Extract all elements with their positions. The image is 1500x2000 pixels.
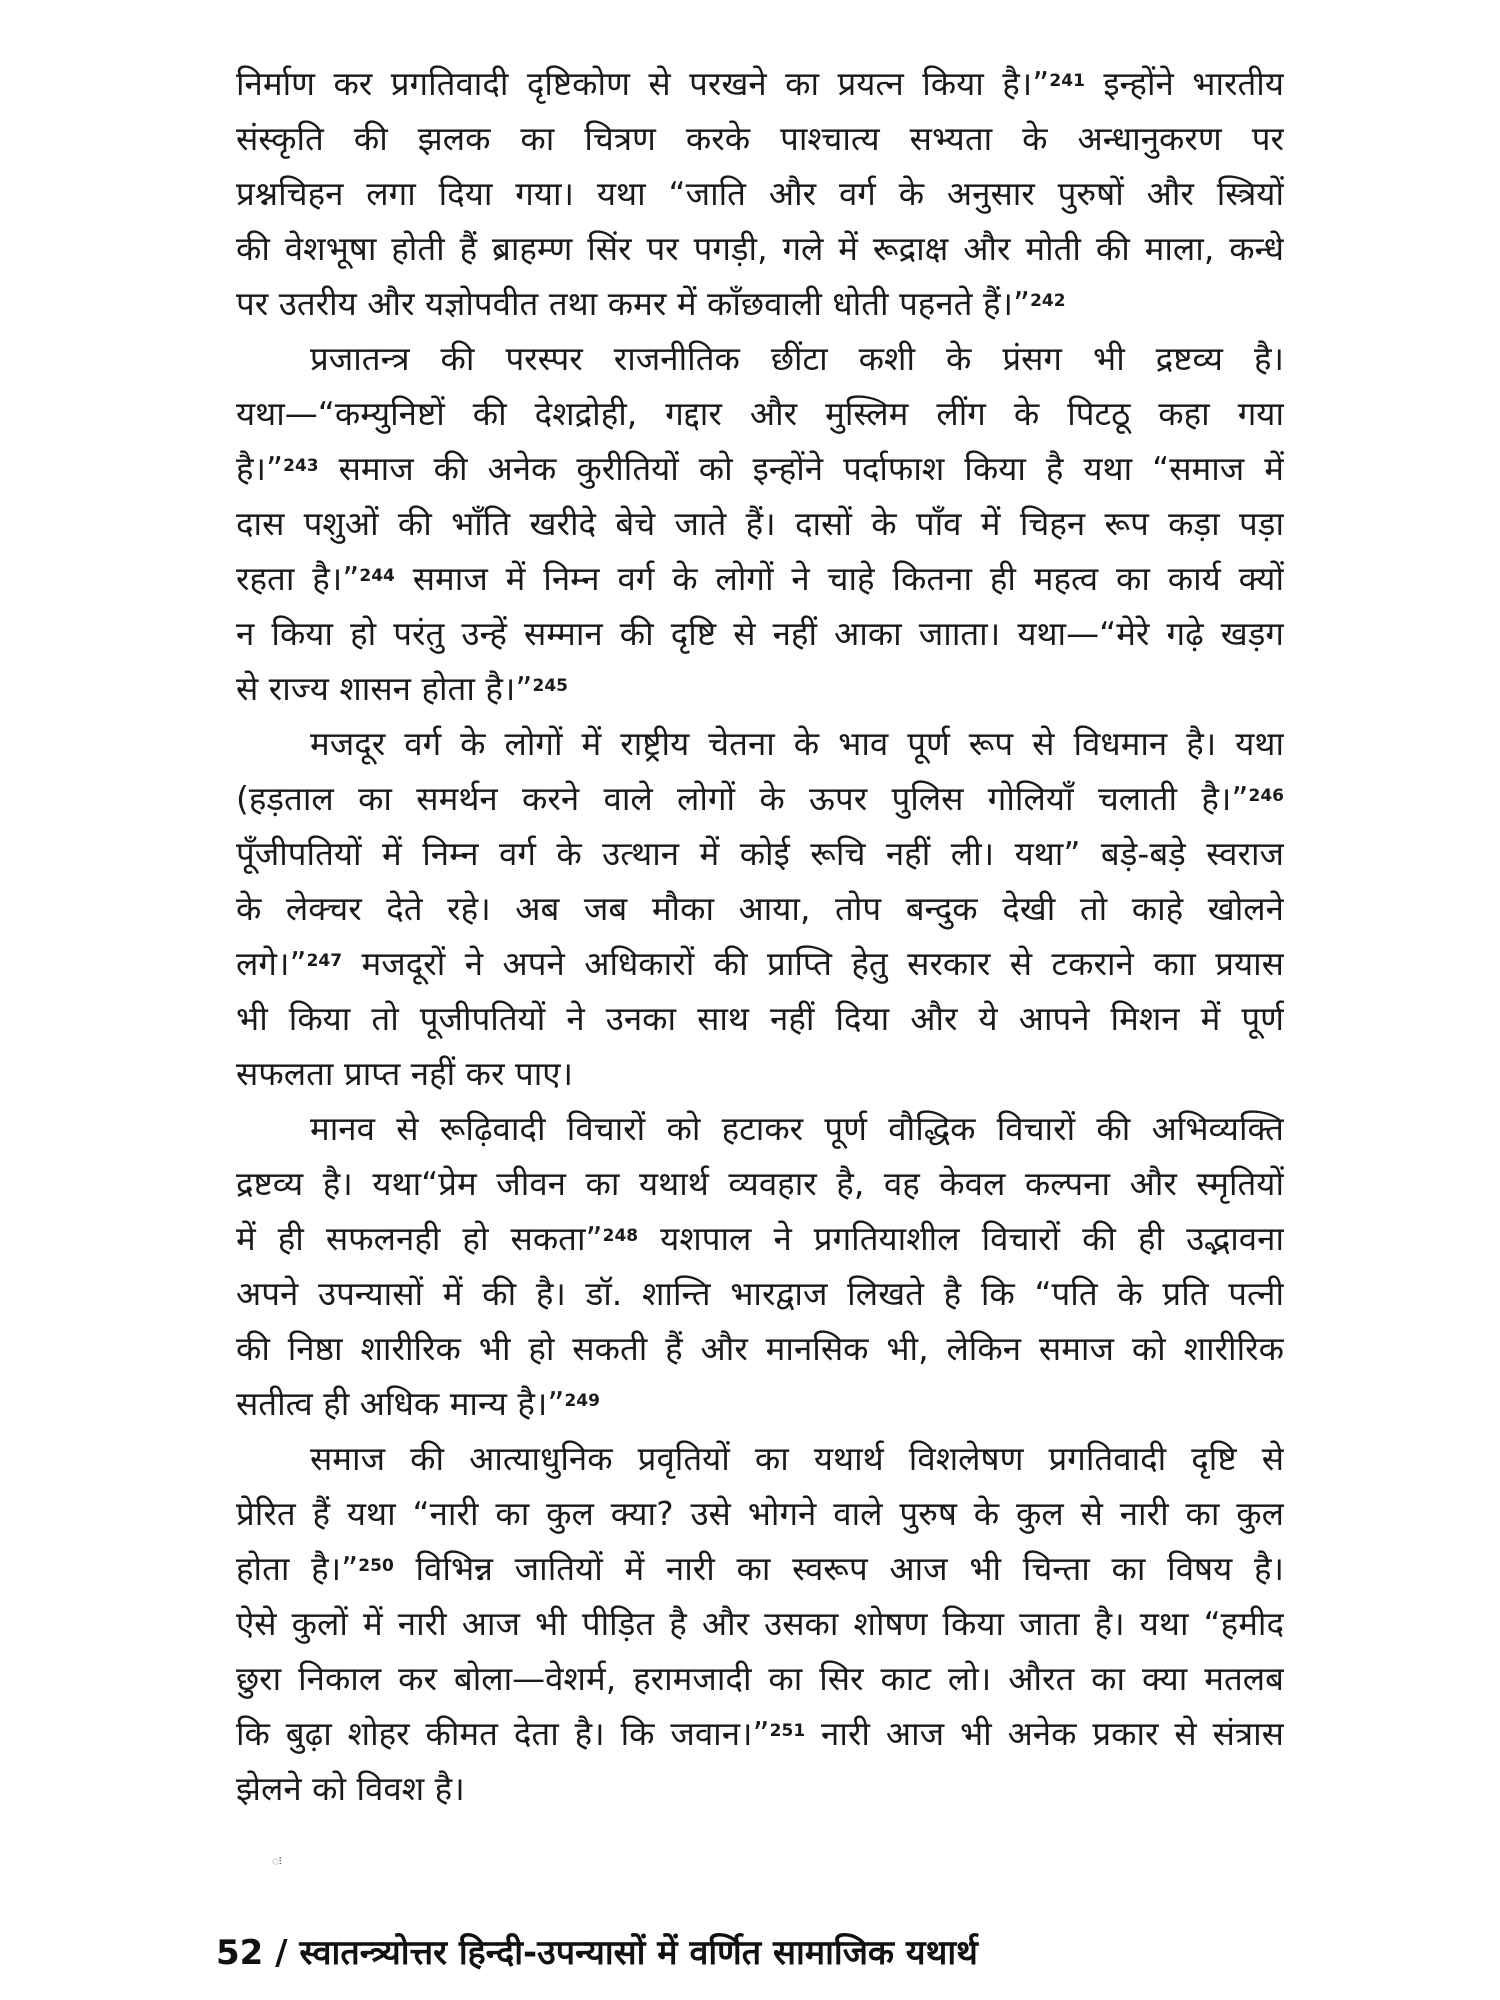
text-line-continuation: इन्होंने भारतीय [1084, 64, 1284, 103]
text-line [236, 1266, 1284, 1321]
text-line [236, 386, 1284, 441]
text-line-content: कि बुढ़ा शोहर कीमत देता है। कि जवान।” [236, 1714, 770, 1753]
text-line-continuation: नारी आज भी अनेक प्रकार से संत्रास [805, 1714, 1284, 1753]
text-line-content: पूँजीपतियों में निम्न वर्ग के उत्थान में कोई रूचि नहीं ली। यथा” बड़े-बड़े स्वराज [236, 834, 1284, 873]
footer-separator: / [263, 1933, 300, 1973]
footnote-reference: 241 [1049, 71, 1085, 91]
text-line [236, 936, 1284, 991]
text-line-continuation: विभिन्न जातियों में नारी का स्वरूप आज भी चिन्ता का विषय है। [393, 1549, 1284, 1588]
text-line-content: है।” [236, 449, 284, 488]
text-line-content: में ही सफलनही हो सकता” [236, 1219, 603, 1258]
text-line [236, 331, 1284, 386]
text-line-content: समाज की आत्याधुनिक प्रवृतियों का यथार्थ विशलेषण प्रगतिवादी दृष्टि से [310, 1439, 1284, 1478]
text-line [236, 1651, 1284, 1706]
footnote-reference: 250 [358, 1556, 394, 1576]
text-line-continuation: समाज में निम्न वर्ग के लोगों ने चाहे कितना ही महत्व का कार्य क्यों [394, 559, 1284, 598]
text-line-content: अपने उपन्यासों में की है। डॉ. शान्ति भारद्वाज लिखते है कि “पति के प्रति पत्नी [236, 1274, 1284, 1313]
text-line-content: भी किया तो पूजीपतियों ने उनका साथ नहीं दिया और ये आपने मिशन में पूर्ण [236, 999, 1284, 1038]
text-line [236, 441, 1284, 496]
text-line [236, 1211, 1284, 1266]
text-line [236, 1541, 1284, 1596]
text-line [236, 111, 1284, 166]
text-line-content: (हड़ताल का समर्थन करने वाले लोगों के ऊपर पुलिस गोलियाँ चलाती है।” [236, 779, 1249, 818]
text-line-content: की वेशभूषा होती हैं ब्राहम्ण सिंर पर पगड़ी, गले में रूद्राक्ष और मोती की माला, कन्धे [236, 229, 1284, 268]
text-line-content: की निष्ठा शारीरिक भी हो सकती हैं और मानसिक भी, लेकिन समाज को शारीरिक [236, 1329, 1284, 1368]
footnote-reference: 249 [564, 1391, 600, 1411]
text-line [236, 1596, 1284, 1651]
text-line-content: प्रश्नचिहन लगा दिया गया। यथा “जाति और वर्ग के अनुसार पुरुषों और स्त्रियों [236, 174, 1284, 213]
text-line-content: मजदूर वर्ग के लोगों में राष्ट्रीय चेतना के भाव पूर्ण रूप से विधमान है। यथा [310, 724, 1284, 763]
text-line [236, 606, 1284, 661]
text-line [236, 1376, 1284, 1431]
footnote-reference: 251 [769, 1721, 806, 1741]
text-line-continuation: यशपाल ने प्रगतियाशील विचारों की ही उद्भावना [638, 1219, 1284, 1258]
text-line-content: मानव से रूढ़िवादी विचारों को हटाकर पूर्ण वौद्धिक विचारों की अभिव्यक्ति [310, 1109, 1284, 1148]
footnote-reference: 247 [306, 951, 343, 971]
text-line-content: होता है।” [236, 1549, 359, 1588]
text-line [236, 551, 1284, 606]
book-title: स्वातन्त्र्योत्तर हिन्दी-उपन्यासों में वर्णित सामाजिक यथार्थ [299, 1933, 978, 1973]
text-line [236, 1321, 1284, 1376]
text-line-content: छुरा निकाल कर बोला—वेशर्म, हरामजादी का सिर काट लो। औरत का क्या मतलब [236, 1659, 1284, 1698]
text-line-content: सतीत्व ही अधिक मान्य है।” [236, 1384, 565, 1423]
text-line-content: रहता है।” [236, 559, 360, 598]
text-line [236, 166, 1284, 221]
page-number: 52 [216, 1933, 264, 1973]
text-line-content: प्रजातन्त्र की परस्पर राजनीतिक छींटा कशी के प्रंसग भी द्रष्टव्य है। [310, 339, 1284, 378]
text-line [236, 1431, 1284, 1486]
text-line-content: लगे।” [236, 944, 307, 983]
page-footer [216, 1928, 978, 1974]
footnote-reference: 245 [532, 676, 568, 696]
text-line [236, 771, 1284, 826]
text-line-content: न किया हो परंतु उन्हें सम्मान की दृष्टि से नहीं आका जााता। यथा—“मेरे गढ़े खड़ग [236, 614, 1284, 653]
text-line-content: दास पशुओं की भाँति खरीदे बेचे जाते हैं। दासों के पाँव में चिहन रूप कड़ा पड़ा [236, 504, 1284, 543]
stray-mark: ः [272, 1854, 282, 1868]
text-line-content: झेलने को विवश है। [236, 1769, 465, 1808]
text-line-content: से राज्य शासन होता है।” [236, 669, 533, 708]
text-line [236, 991, 1284, 1046]
text-line [236, 716, 1284, 771]
text-line-continuation: मजदूरों ने अपने अधिकारों की प्राप्ति हेतु सरकार से टकराने काा प्रयास [342, 944, 1284, 983]
footnote-reference: 246 [1248, 786, 1284, 806]
text-line-content: संस्कृति की झलक का चित्रण करके पाश्चात्य सभ्यता के अन्धानुकरण पर [236, 119, 1284, 158]
text-line [236, 56, 1284, 111]
text-line-content: ऐसे कुलों में नारी आज भी पीड़ित है और उसका शोषण किया जाता है। यथा “हमीद [236, 1604, 1284, 1643]
text-line-content: द्रष्टव्य है। यथा“प्रेम जीवन का यथार्थ व्यवहार है, वह केवल कल्पना और स्मृतियों [236, 1164, 1284, 1203]
text-line [236, 221, 1284, 276]
text-line-content: सफलता प्राप्त नहीं कर पाए। [236, 1054, 574, 1093]
text-line [236, 661, 1284, 716]
footnote-reference: 243 [283, 456, 319, 476]
text-line [236, 276, 1284, 331]
text-line-content: निर्माण कर प्रगतिवादी दृष्टिकोण से परखने का प्रयत्न किया है।” [236, 64, 1050, 103]
text-line [236, 1761, 1284, 1816]
text-line-content: के लेक्चर देते रहे। अब जब मौका आया, तोप बन्दुक देखी तो काहे खोलने [236, 889, 1284, 928]
text-line [236, 1046, 1284, 1101]
text-line-content: पर उतरीय और यज्ञोपवीत तथा कमर में काँछवाली धोती पहनते हैं।” [236, 284, 1031, 323]
text-line-content: प्रेरित हैं यथा “नारी का कुल क्या? उसे भोगने वाले पुरुष के कुल से नारी का कुल [236, 1494, 1284, 1533]
text-line [236, 1156, 1284, 1211]
text-line [236, 496, 1284, 551]
footnote-reference: 248 [602, 1226, 639, 1246]
text-line [236, 1706, 1284, 1761]
text-line [236, 1101, 1284, 1156]
text-line-continuation: समाज की अनेक कुरीतियों को इन्होंने पर्दाफाश किया है यथा “समाज में [318, 449, 1284, 488]
text-line [236, 1486, 1284, 1541]
text-line [236, 881, 1284, 936]
text-line-content: यथा—“कम्युनिष्टों की देशद्रोही, गद्दार और मुस्लिम लींग के पिटठू कहा गया [236, 394, 1284, 433]
text-line [236, 826, 1284, 881]
body-text [236, 56, 1284, 1816]
footnote-reference: 242 [1030, 291, 1066, 311]
footnote-reference: 244 [359, 566, 395, 586]
